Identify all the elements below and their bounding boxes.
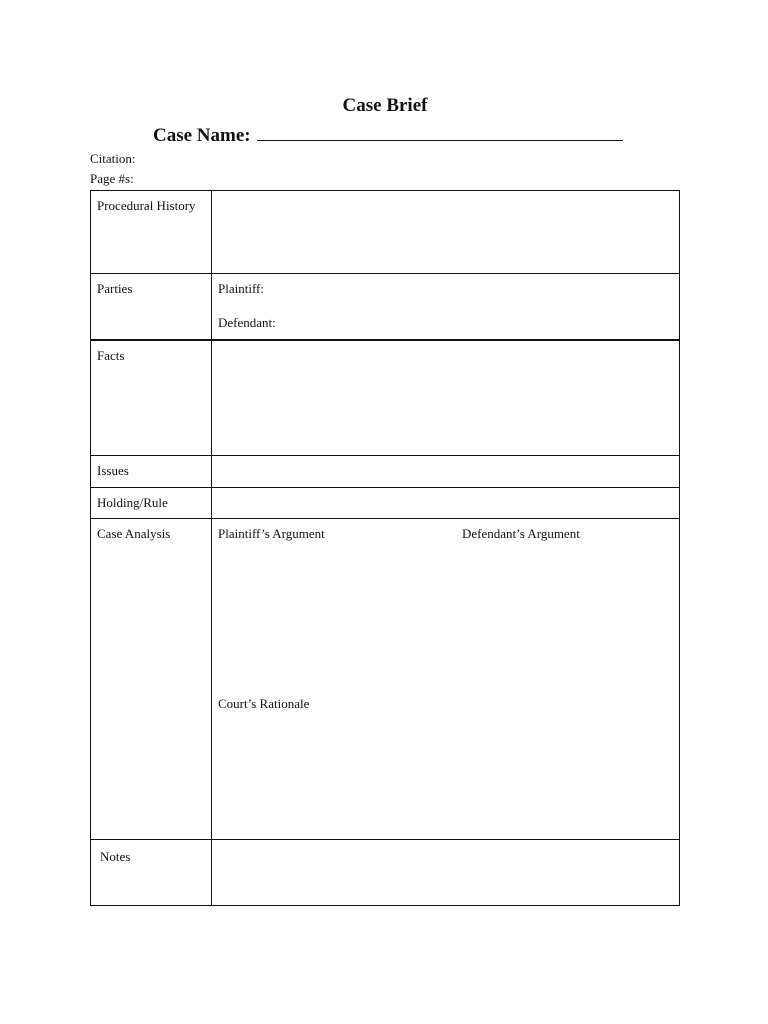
parties-label: Parties (97, 281, 133, 296)
defendants-argument-label: Defendant’s Argument (462, 526, 580, 541)
courts-rationale-label: Court’s Rationale (218, 696, 310, 711)
page-numbers-label: Page #s: (90, 171, 134, 186)
row-parties (91, 274, 680, 340)
parties-field[interactable] (212, 274, 680, 340)
procedural-history-label-cell (91, 191, 212, 274)
row-procedural-history (91, 191, 680, 274)
row-holding-rule (91, 488, 680, 519)
row-notes (91, 840, 680, 906)
case-name-label: Case Name: (153, 125, 251, 146)
row-case-analysis (91, 519, 680, 840)
row-facts (91, 340, 680, 456)
procedural-history-field[interactable] (212, 191, 680, 274)
case-analysis-label: Case Analysis (97, 526, 171, 541)
document-title: Case Brief (342, 95, 428, 116)
case-analysis-label-cell (91, 519, 212, 840)
holding-rule-label: Holding/Rule (97, 495, 168, 510)
issues-label: Issues (97, 463, 129, 478)
parties-label-cell (91, 274, 212, 340)
issues-field[interactable] (212, 456, 680, 488)
facts-field[interactable] (212, 340, 680, 456)
issues-label-cell (91, 456, 212, 488)
plaintiffs-argument-label: Plaintiff’s Argument (218, 526, 325, 541)
procedural-history-label: Procedural History (97, 198, 196, 213)
case-name-field[interactable] (153, 124, 623, 148)
notes-label-cell (91, 840, 212, 906)
facts-label: Facts (97, 347, 125, 363)
holding-rule-label-cell (91, 488, 212, 519)
row-issues (91, 456, 680, 488)
notes-label: Notes (100, 849, 131, 864)
case-name-blank-line[interactable] (257, 124, 623, 141)
holding-rule-field[interactable] (212, 488, 680, 519)
case-brief-table (90, 190, 680, 906)
notes-field[interactable] (212, 840, 680, 906)
defendant-label: Defendant: (218, 315, 276, 330)
facts-label-cell (91, 340, 212, 456)
case-analysis-field[interactable] (212, 519, 680, 840)
plaintiff-label: Plaintiff: (218, 281, 264, 296)
citation-label: Citation: (90, 151, 136, 166)
